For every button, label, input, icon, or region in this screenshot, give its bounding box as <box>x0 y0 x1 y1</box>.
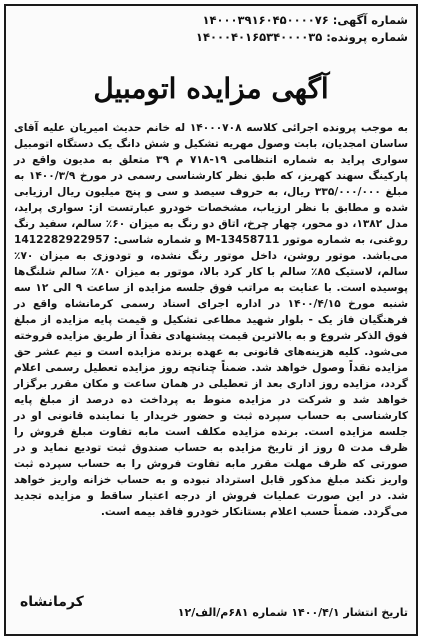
notice-title: آگهی مزایده اتومبیل <box>93 72 329 105</box>
case-number: شماره پرونده: ۱۴۰۰۰۴۰۱۶۵۳۴۰۰۰۰۳۵ <box>195 30 408 44</box>
publish-info: تاریخ انتشار ۱۴۰۰/۴/۱ شماره ۶۸۱م/الف/۱۲ <box>177 606 408 619</box>
notice-body: به موجب پرونده اجرائی کلاسه ۱۴۰۰۰۷۰۸ له خانم حدیث امیریان علیه آقای ساسان امجدیان، بابت وصول مهریه تشکیل و شش دانگ یک دستگاه اتومبیل سواری پراید به شماره انتظامی ۱۹-۷۱۸ م ۳۹ متعلق به مدیون واقع در پارکینگ سهند کهریز، که طبق نظر کارشناسی رسمی در مورخ ۱۴۰۰/۳/۹ به مبلغ ۳۳۵/۰۰۰/۰۰۰ ریال، به حروف سیصد و سی و پنج میلیون ریال ارزیابی شده و مطابق با نظر ارزیاب، مشخصات خودرو عبارتست از: سواری پراید، مدل ۱۳۸۲، دو محور، چهار چرخ، اتاق دو رنگ به میزان ۶۰٪ سالم، سفید رنگ روغنی، به شماره موتور M-13458711 و شماره شاسی: 1412282922957 می‌باشد. موتور روشن، داخل موتور رنگ نشده، و تودوزی به میزان ۷۰٪ سالم، لاستیک ۸۵٪ سالم با کار کرد بالا، موتور به میزان ۸۰٪ سالم شلنگ‌ها پوسیده است. با عنایت به مراتب فوق جلسه مزایده از ساعت ۹ الی ۱۲ سه شنبه مورخ ۱۴۰۰/۴/۱۵ در اداره اجرای اسناد رسمی کرمانشاه واقع در فرهنگیان فاز یک - بلوار شهید مطاعی تشکیل و قیمت پایه مزایده از مبلغ فوق الذکر شروع و به بالاترین قیمت پیشنهادی نقداً از طریق مزایده فروخته می‌شود. کلیه هزینه‌های قانونی به عهده برنده مزایده است و نیم عشر حق مزایده نقداً وصول خواهد شد. ضمناً چنانچه روز مزایده تعطیل رسمی اعلام گردد، مزایده روز اداری بعد از تعطیلی در همان ساعت و مکان مقرر برگزار خواهد شد و شرکت در مزایده منوط به پرداخت ده درصد از مبلغ پایه کارشناسی به حساب سپرده ثبت و حضور خریدار یا نماینده قانونی او در جلسه مزایده است. برنده مزایده مکلف است مابه تفاوت مبلغ فروش را ظرف مدت ۵ روز از تاریخ مزایده به حساب صندوق ثبت تودیع نماید و در صورتی که ظرف مهلت مقرر مابه تفاوت فروش را به حساب سپرده ثبت واریز نکند مبلغ مذکور قابل استرداد نبوده و به حساب خزانه واریز خواهد شد. در این صورت عملیات فروش از درجه اعتبار ساقط و مزایده تجدید می‌گردد. ضمناً حسب اعلام بستانکار خودرو فاقد بیمه است. <box>14 122 409 518</box>
notice-meta <box>168 12 408 46</box>
auction-notice <box>4 4 418 636</box>
city-name: کرمانشاه <box>20 594 84 610</box>
ad-number: شماره آگهی: ۱۴۰۰۰۳۹۱۶۰۴۵۰۰۰۰۷۶ <box>202 13 408 27</box>
